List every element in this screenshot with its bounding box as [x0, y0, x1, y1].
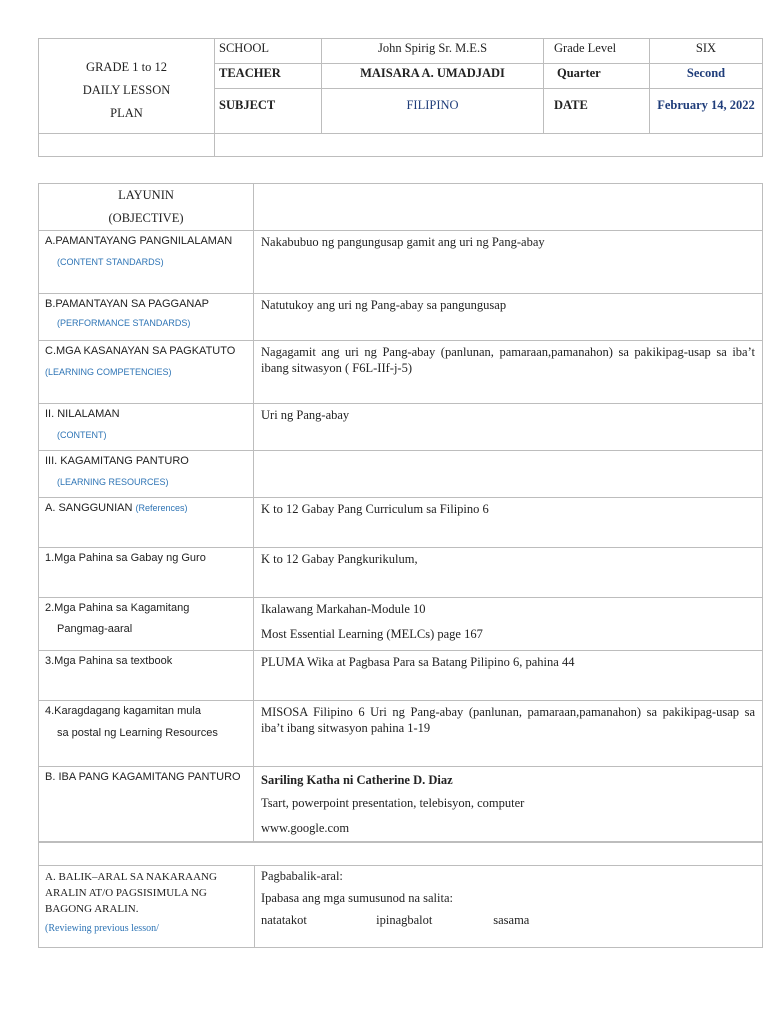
- grade-level-label: Grade Level: [544, 39, 650, 64]
- table-row: [39, 498, 763, 548]
- objective-header-cell: [39, 184, 254, 231]
- table-row: [39, 548, 763, 598]
- teacher-value: MAISARA A. UMADJADI: [322, 64, 544, 89]
- table-row: [39, 598, 763, 651]
- row-label: 2.Mga Pahina sa Kagamitang: [45, 602, 190, 614]
- row-label: B.PAMANTAYAN SA PAGGANAP: [45, 298, 210, 310]
- row-label-2: Pangmag-aaral: [57, 623, 133, 635]
- objective-content-cell: [254, 184, 763, 231]
- row-sublabel: (PERFORMANCE STANDARDS): [57, 318, 191, 328]
- grade-line-1: GRADE 1 to 12: [86, 59, 167, 74]
- table-row: [39, 294, 763, 341]
- row-label-cell: [39, 651, 254, 701]
- header-table: [38, 38, 763, 157]
- row-label-cell: [39, 548, 254, 598]
- row-content: MISOSA Filipino 6 Uri ng Pang-abay (panlunan, pamaraan,pamanahon) sa pakikipag-usap sa iba’t ibang sitwasyon pahina 1-19: [254, 701, 763, 767]
- row-label: II. NILALAMAN: [45, 408, 120, 420]
- quarter-label: Quarter: [544, 64, 650, 89]
- row-content: Sariling Katha ni Catherine D. Diaz: [261, 773, 453, 787]
- row-content: Nagagamit ang uri ng Pang-abay (panlunan, pamaraan,pamanahon) sa pakikipag-usap sa iba’t ibang sitwasyon ( F6L-IIf-j-5): [254, 341, 763, 404]
- table-row: [39, 451, 763, 498]
- row-content: K to 12 Gabay Pang Curriculum sa Filipino 6: [254, 498, 763, 548]
- quarter-value: Second: [650, 64, 763, 89]
- review-word: sasama: [493, 913, 530, 927]
- row-content: [254, 451, 763, 498]
- grade-level-value: SIX: [650, 39, 763, 64]
- review-sublabel: (Reviewing previous lesson/: [45, 923, 159, 934]
- review-line-2: Ipabasa ang mga sumusunod na salita:: [261, 891, 453, 905]
- row-label: 4.Karagdagang kagamitan mula: [45, 705, 201, 717]
- review-content-cell: [255, 866, 763, 948]
- table-row: [39, 231, 763, 294]
- row-label-cell: [39, 231, 254, 294]
- table-row: [39, 701, 763, 767]
- subject-value: FILIPINO: [322, 89, 544, 134]
- review-table: [38, 842, 763, 948]
- row-content-cell: [254, 767, 763, 842]
- row-label-2: sa postal ng Learning Resources: [57, 727, 218, 739]
- row-label-cell: [39, 404, 254, 451]
- row-label-cell: [39, 341, 254, 404]
- review-word-list: [261, 913, 756, 928]
- row-label: C.MGA KASANAYAN SA PAGKATUTO: [45, 345, 236, 357]
- review-word: natatakot: [261, 913, 307, 927]
- table-row: [39, 651, 763, 701]
- row-sublabel: (CONTENT): [57, 430, 107, 440]
- row-sublabel: (LEARNING COMPETENCIES): [45, 367, 172, 377]
- header-blank-left: [39, 134, 215, 157]
- grade-title-cell: [39, 39, 215, 134]
- row-content: K to 12 Gabay Pangkurikulum,: [254, 548, 763, 598]
- row-sublabel: (References): [135, 503, 188, 513]
- row-label: A. SANGGUNIAN: [45, 502, 133, 514]
- row-content: Natutukoy ang uri ng Pang-abay sa pangungusap: [254, 294, 763, 341]
- grade-line-3: PLAN: [110, 105, 143, 120]
- school-label: SCHOOL: [215, 39, 322, 64]
- row-content-2: Tsart, powerpoint presentation, telebisyon, computer: [261, 796, 525, 810]
- school-value: John Spirig Sr. M.E.S: [322, 39, 544, 64]
- row-label-cell: [39, 451, 254, 498]
- objective-subtitle: (OBJECTIVE): [108, 211, 184, 225]
- review-blank-row: [39, 843, 763, 866]
- objective-title: LAYUNIN: [118, 188, 174, 202]
- date-label: DATE: [544, 89, 650, 134]
- table-row: [39, 404, 763, 451]
- row-content-2: Most Essential Learning (MELCs) page 167: [261, 627, 483, 641]
- row-label-cell: [39, 701, 254, 767]
- teacher-label: TEACHER: [215, 64, 322, 89]
- row-content-cell: [254, 598, 763, 651]
- row-content: Uri ng Pang-abay: [254, 404, 763, 451]
- table-row: [39, 341, 763, 404]
- row-content: PLUMA Wika at Pagbasa Para sa Batang Pilipino 6, pahina 44: [254, 651, 763, 701]
- grade-line-2: DAILY LESSON: [82, 82, 171, 97]
- row-content-3: www.google.com: [261, 821, 350, 835]
- row-sublabel: (CONTENT STANDARDS): [57, 257, 164, 267]
- row-content: Ikalawang Markahan-Module 10: [261, 602, 426, 616]
- row-label: III. KAGAMITANG PANTURO: [45, 455, 189, 467]
- header-blank-right: [215, 134, 763, 157]
- row-label-cell: [39, 294, 254, 341]
- date-value: February 14, 2022: [650, 89, 763, 134]
- row-label: A.PAMANTAYANG PANGNILALAMAN: [45, 235, 233, 247]
- row-label-cell: [39, 767, 254, 842]
- table-row: [39, 767, 763, 842]
- row-label: 3.Mga Pahina sa textbook: [45, 655, 173, 667]
- review-word: ipinagbalot: [376, 913, 433, 927]
- review-label: A. BALIK–ARAL SA NAKARAANG ARALIN AT/O PAGSISIMULA NG BAGONG ARALIN.: [45, 871, 217, 915]
- row-label: B. IBA PANG KAGAMITANG PANTURO: [45, 771, 241, 783]
- row-sublabel: (LEARNING RESOURCES): [57, 477, 169, 487]
- row-label: 1.Mga Pahina sa Gabay ng Guro: [45, 552, 206, 564]
- row-label-cell: [39, 598, 254, 651]
- review-line-1: Pagbabalik-aral:: [261, 869, 343, 883]
- review-label-cell: [39, 866, 255, 948]
- row-label-cell: [39, 498, 254, 548]
- row-content: Nakabubuo ng pangungusap gamit ang uri ng Pang-abay: [254, 231, 763, 294]
- subject-label: SUBJECT: [215, 89, 322, 134]
- lesson-plan-table: [38, 183, 763, 842]
